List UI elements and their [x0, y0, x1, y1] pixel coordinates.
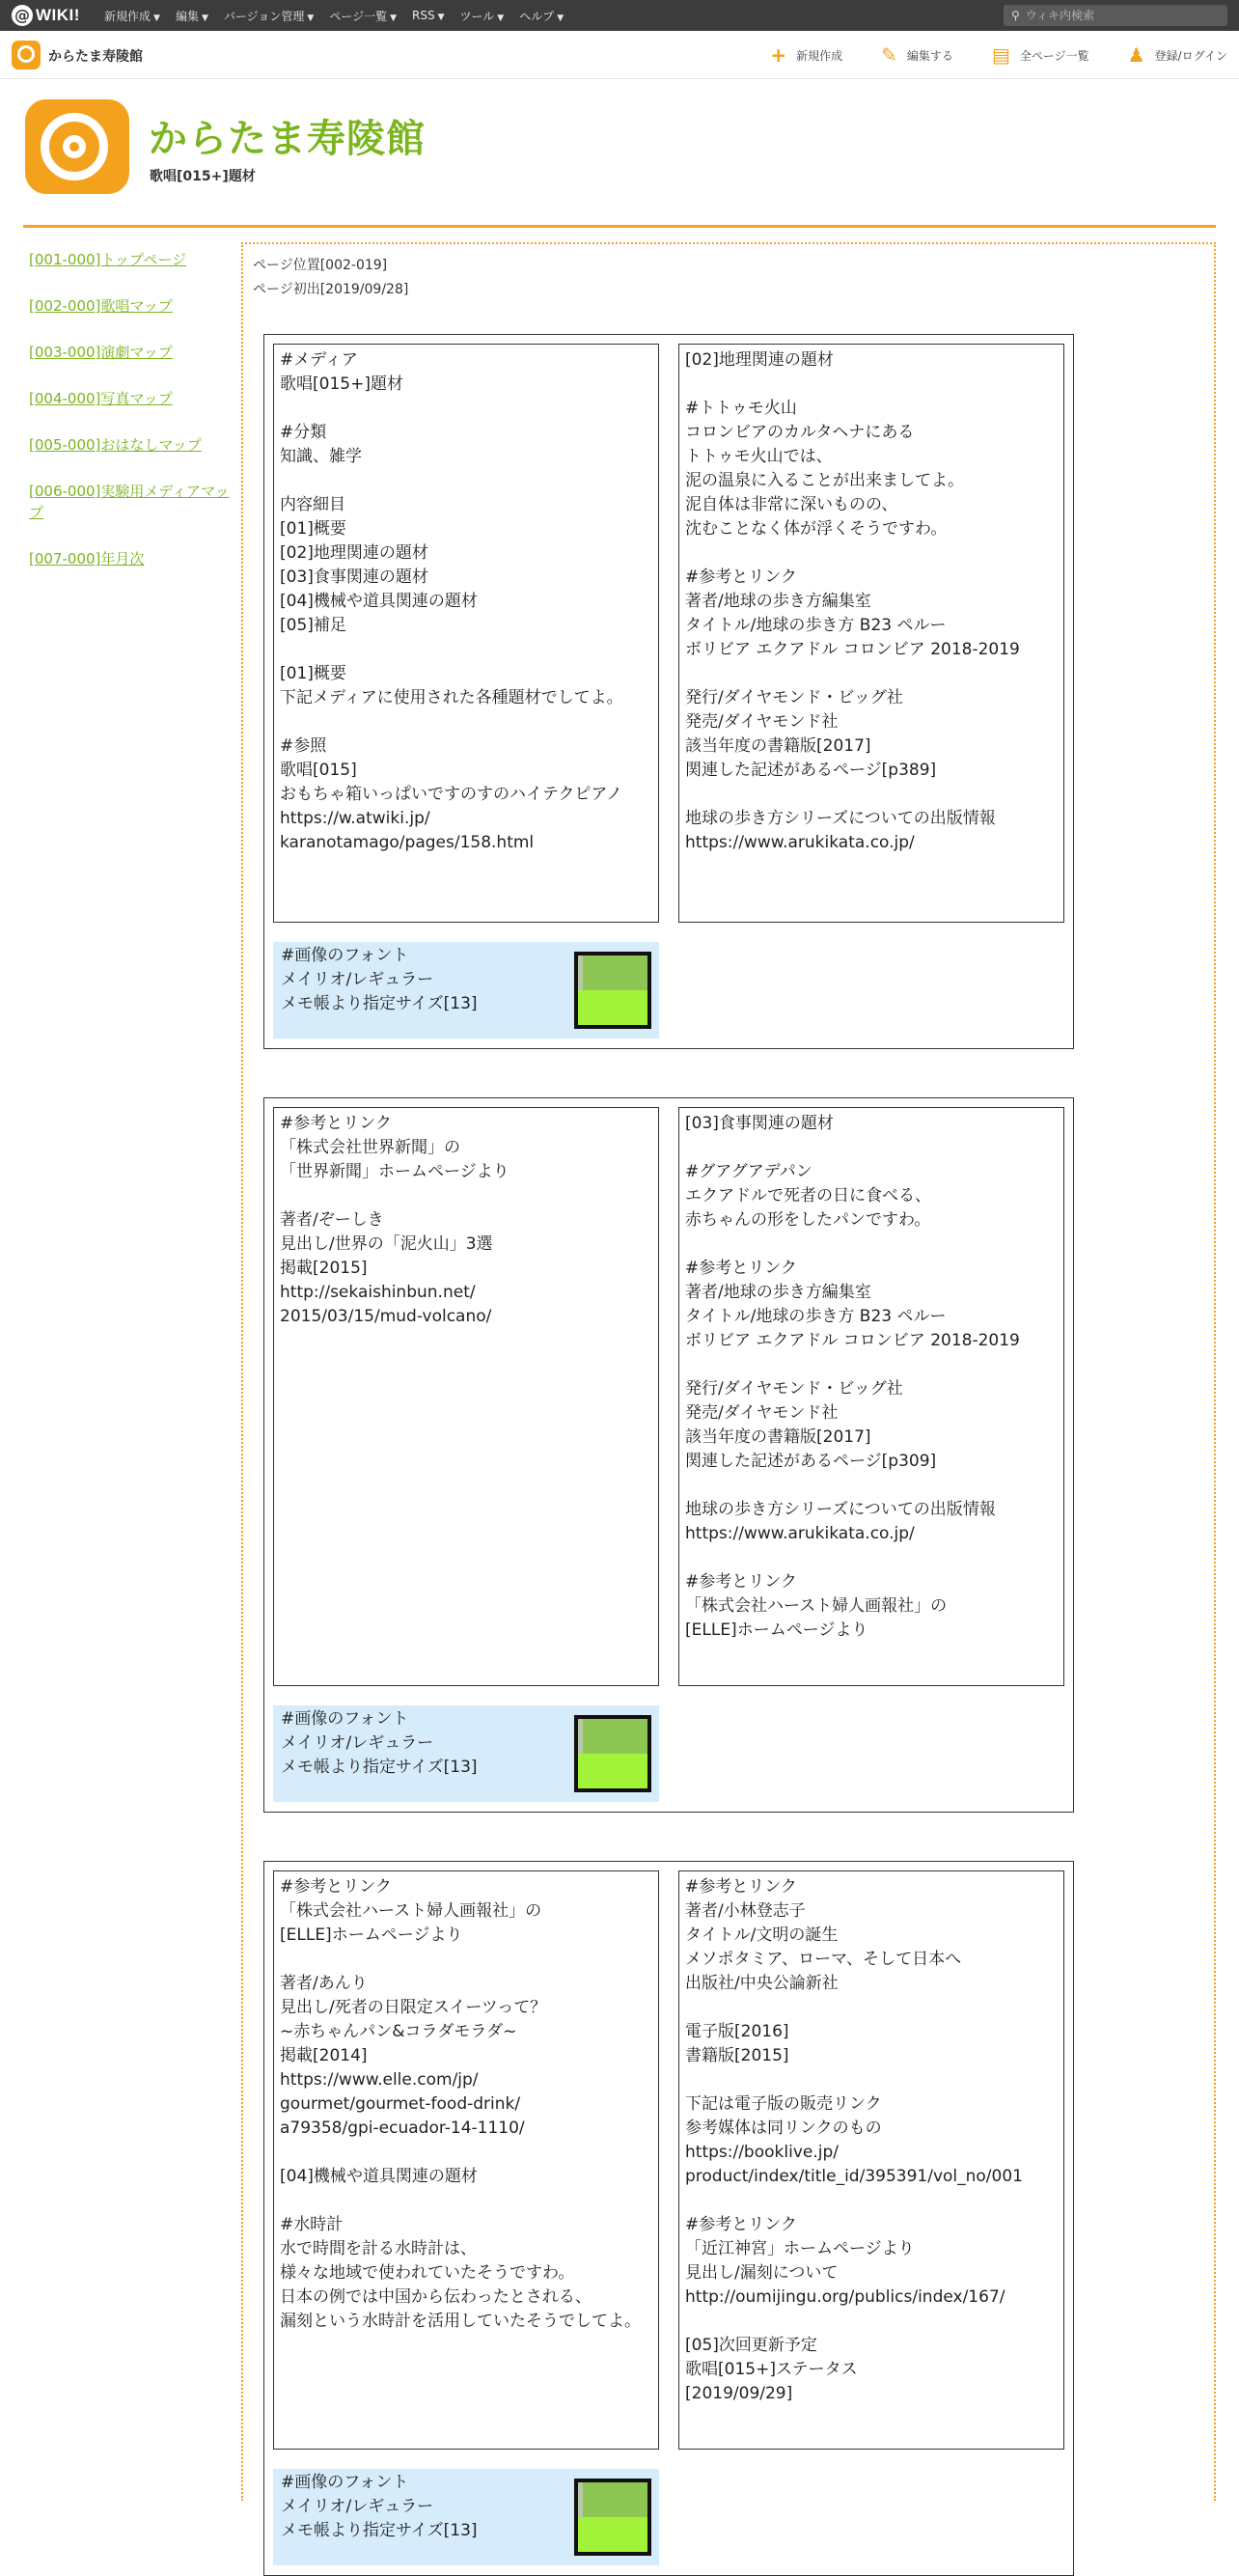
caret-down-icon: ▼: [201, 13, 208, 23]
sidebar-link-song-map[interactable]: [002-000]歌唱マップ: [29, 297, 173, 315]
global-topbar: [0, 0, 1239, 31]
image-font-box: [273, 2469, 659, 2565]
nav-help[interactable]: [519, 8, 564, 24]
image-font-box: [273, 942, 659, 1039]
content-block: [263, 1097, 1074, 1813]
block-left-text: #メディア 歌唱[015+]題材 #分類 知識、雑学 内容細目 [01]概要 [02]地理関連の題材 [03]食事関連の題材 [04]機械や道具関連の題材 [05]補足 [01]概要 下記メディアに使用された各種題材でしてよ。 #参照 歌唱[015] おもちゃ箱いっぱいですのすのハイテクピアノ https://w.atwiki.jp/ karanotamago/pages/158.html: [273, 344, 659, 923]
caret-down-icon: ▼: [153, 13, 160, 23]
main-content: [241, 242, 1216, 2540]
page-first-date: ページ初出[2019/09/28]: [253, 282, 409, 297]
nav-rss-label: RSS: [412, 9, 435, 22]
block-right-text: #参考とリンク 著者/小林登志子 タイトル/文明の誕生 メソポタミア、ローマ、そして日本へ 出版社/中央公論新社 電子版[2016] 書籍版[2015] 下記は電子版の販売リンク 参考媒体は同リンクのもの https://booklive.jp/ product/index/title_id/395391/vol_no/001 #参考とリンク 「近江神宮」ホームページより 見出し/漏刻について http://oumijingu.org/publics/index/167/ [05]次回更新予定 歌唱[015+]ステータス [2019/09/29]: [678, 1870, 1064, 2450]
page-title[interactable]: からたま寿陵館: [149, 117, 426, 161]
image-thumbnail[interactable]: [574, 2479, 651, 2556]
edit-page-button[interactable]: [881, 43, 953, 67]
page-subtitle: 歌唱[015+]題材: [150, 169, 256, 184]
plus-icon: +: [770, 43, 787, 67]
search-input[interactable]: [1026, 9, 1219, 22]
image-font-box: [273, 1705, 659, 1802]
new-page-label: 新規作成: [796, 48, 843, 63]
page-meta: [253, 254, 408, 302]
content-block: [263, 334, 1074, 1049]
image-thumbnail[interactable]: [574, 1715, 651, 1792]
wiki-search: [1004, 5, 1227, 26]
sidebar-link-photo-map[interactable]: [004-000]写真マップ: [29, 390, 173, 407]
nav-page-list-label: ページ一覧: [329, 9, 388, 23]
nav-tools-label: ツール: [459, 9, 495, 23]
block-left-text: #参考とリンク 「株式会社世界新聞」の 「世界新聞」ホームページより 著者/ぞーしき 見出し/世界の「泥火山」3選 掲載[2015] http://sekaishinbun.net/ 2015/03/15/mud-volcano/: [273, 1107, 659, 1686]
nav-page-list[interactable]: [329, 8, 397, 24]
edit-page-label: 編集する: [906, 48, 953, 63]
nav-version-label: バージョン管理: [223, 9, 305, 23]
sidebar-link-top[interactable]: [001-000]トップページ: [29, 251, 187, 268]
sidebar-link-experiment-map[interactable]: [006-000]実験用メディアマップ: [29, 483, 230, 521]
global-nav: [104, 0, 579, 31]
sidebar-link-monthly[interactable]: [007-000]年月次: [29, 550, 145, 568]
login-button[interactable]: [1128, 43, 1227, 67]
block-left-text: #参考とリンク 「株式会社ハースト婦人画報社」の [ELLE]ホームページより 著者/あんり 見出し/死者の日限定スイーツって？ ~赤ちゃんパン&コラダモラダ~ 掲載[2014] https://www.elle.com/jp/ gourmet/gourmet-food-drink/ a79358/gpi-ecuador-14-1110/ [04]機械や道具関連の題材 #水時計 水で時間を計る水時計は、 様々な地域で使われていたそうですわ。 日本の例では中国から伝わったとされる、 漏刻という水時計を活用していたそうでしてよ。: [273, 1870, 659, 2450]
site-name-link[interactable]: からたま寿陵館: [48, 49, 143, 65]
sidebar-link-drama-map[interactable]: [003-000]演劇マップ: [29, 344, 173, 361]
caret-down-icon: ▼: [437, 13, 445, 22]
nav-tools[interactable]: [460, 8, 505, 24]
document-icon: ▤: [991, 43, 1010, 67]
caret-down-icon: ▼: [557, 13, 564, 23]
site-logo-icon[interactable]: [12, 41, 41, 69]
sidebar-link-story-map[interactable]: [005-000]おはなしマップ: [29, 436, 202, 454]
image-font-text: #画像のフォント メイリオ/レギュラー メモ帳より指定サイズ[13]: [281, 1709, 478, 1777]
sidebar-menu: [29, 249, 232, 595]
new-page-button[interactable]: [770, 43, 842, 67]
content-block: [263, 1861, 1074, 2576]
search-icon[interactable]: ⚲: [1011, 9, 1020, 22]
wiki-logo-icon[interactable]: [25, 99, 129, 194]
all-pages-button[interactable]: [992, 43, 1089, 67]
page-position: ページ位置[002-019]: [253, 258, 388, 273]
block-right-text: [02]地理関連の題材 #トトゥモ火山 コロンビアのカルタヘナにある トトゥモ火山では、 泥の温泉に入ることが出来ましてよ。 泥自体は非常に深いものの、 沈むことなく体が浮くそうですわ。 #参考とリンク 著者/地球の歩き方編集室 タイトル/地球の歩き方 B23 ペルー ボリビア エクアドル コロンビア 2018-2019 発行/ダイヤモンド・ビッグ社 発売/ダイヤモンド社 該当年度の書籍版[2017] 関連した記述があるページ[p389] 地球の歩き方シリーズについての出版情報 https://www.arukikata.co.jp/: [678, 344, 1064, 923]
nav-new[interactable]: [104, 8, 160, 24]
block-right-text: [03]食事関連の題材 #グアグアデパン エクアドルで死者の日に食べる、 赤ちゃんの形をしたパンですわ。 #参考とリンク 著者/地球の歩き方編集室 タイトル/地球の歩き方 B23 ペルー ボリビア エクアドル コロンビア 2018-2019 発行/ダイヤモンド・ビッグ社 発売/ダイヤモンド社 該当年度の書籍版[2017] 関連した記述があるページ[p309] 地球の歩き方シリーズについての出版情報 https://www.arukikata.co.jp/ #参考とリンク 「株式会社ハースト婦人画報社」の [ELLE]ホームページより: [678, 1107, 1064, 1686]
image-thumbnail[interactable]: [574, 952, 651, 1029]
all-pages-label: 全ページ一覧: [1019, 48, 1089, 63]
users-icon: ♟: [1127, 43, 1145, 67]
caret-down-icon: ▼: [497, 13, 505, 23]
header-divider: [23, 225, 1216, 228]
atwiki-logo[interactable]: [12, 5, 80, 26]
site-bar: [0, 31, 1239, 79]
nav-version[interactable]: [224, 8, 314, 24]
nav-help-label: ヘルプ: [519, 9, 555, 23]
caret-down-icon: ▼: [390, 13, 398, 23]
site-actions: [731, 31, 1227, 79]
nav-new-label: 新規作成: [104, 9, 151, 23]
nav-edit-label: 編集: [175, 9, 199, 23]
nav-rss[interactable]: [412, 9, 445, 22]
image-font-text: #画像のフォント メイリオ/レギュラー メモ帳より指定サイズ[13]: [281, 946, 478, 1013]
nav-edit[interactable]: [176, 8, 208, 24]
pencil-icon: ✎: [881, 43, 897, 67]
image-font-text: #画像のフォント メイリオ/レギュラー メモ帳より指定サイズ[13]: [281, 2473, 478, 2540]
atwiki-logo-text: WIKI!: [36, 6, 80, 24]
caret-down-icon: ▼: [307, 13, 315, 23]
login-label: 登録/ログイン: [1154, 48, 1227, 63]
at-icon: @: [12, 5, 33, 26]
